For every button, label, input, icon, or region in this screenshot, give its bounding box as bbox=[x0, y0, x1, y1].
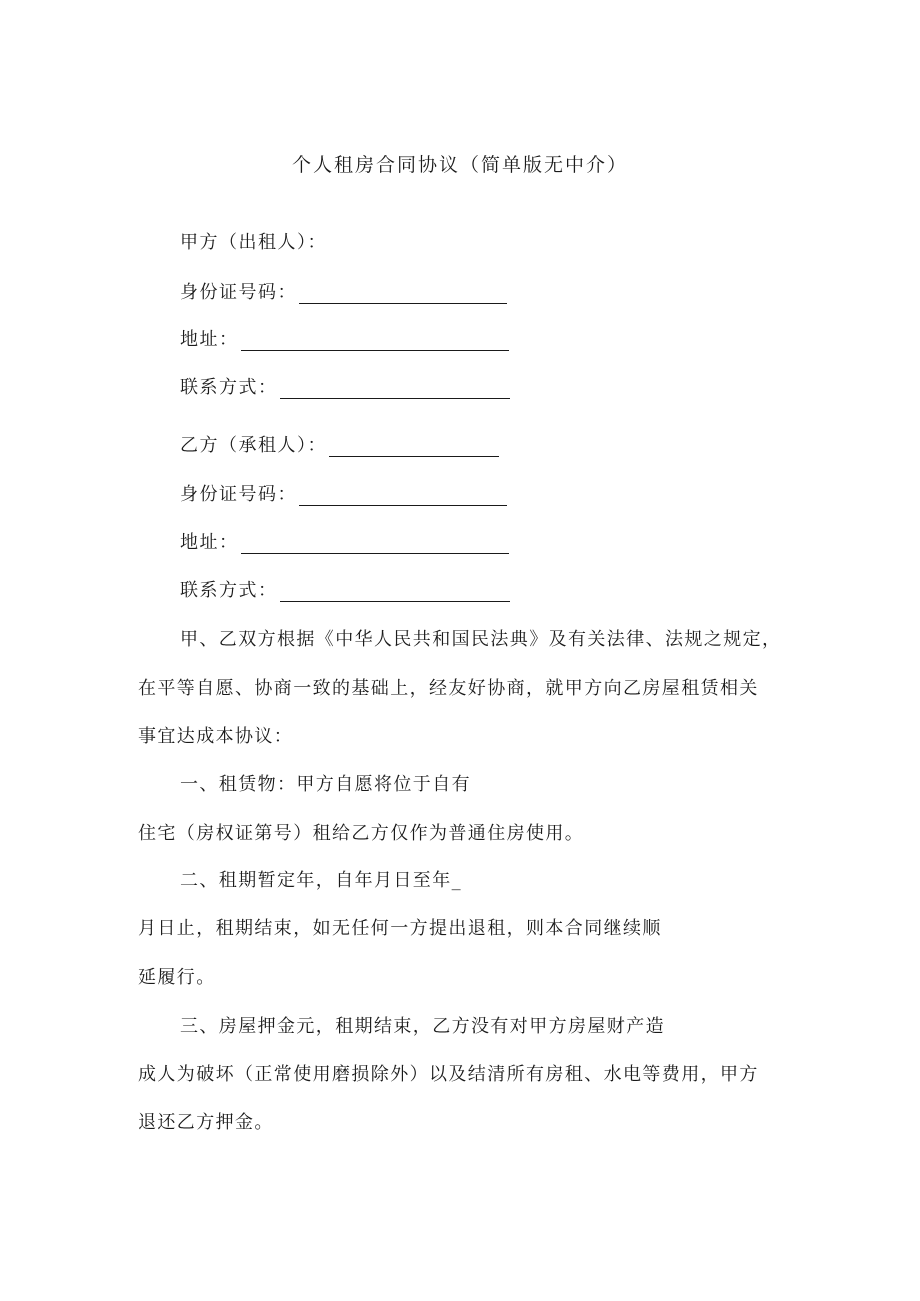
party-b-address-blank bbox=[241, 535, 509, 554]
party-b-id-label: 身份证号码： bbox=[180, 484, 297, 505]
party-a-id-label: 身份证号码： bbox=[180, 282, 297, 303]
party-a-address-field bbox=[180, 325, 509, 351]
party-a-contact-label: 联系方式： bbox=[180, 377, 278, 398]
clause-1-line-1: 一、租赁物：甲方自愿将位于自有 bbox=[180, 774, 471, 795]
intro-line-3: 事宜达成本协议： bbox=[138, 726, 294, 747]
party-b-contact-field bbox=[180, 576, 510, 602]
party-b-name-blank bbox=[329, 438, 499, 457]
party-b-contact-label: 联系方式： bbox=[180, 580, 278, 601]
party-b-heading-field bbox=[180, 431, 499, 457]
party-a-contact-blank bbox=[280, 380, 510, 399]
clause-3-line-3: 退还乙方押金。 bbox=[138, 1112, 274, 1133]
party-a-address-blank bbox=[241, 332, 509, 351]
party-b-id-blank bbox=[299, 487, 507, 506]
party-a-id-blank bbox=[299, 285, 507, 304]
party-a-contact-field bbox=[180, 373, 510, 399]
party-a-id-field bbox=[180, 278, 507, 304]
party-b-address-label: 地址： bbox=[180, 532, 239, 553]
clause-2-line-3: 延履行。 bbox=[138, 967, 216, 988]
party-b-address-field bbox=[180, 528, 509, 554]
clause-2-line-2: 月日止，租期结束，如无任何一方提出退租，则本合同继续顺 bbox=[138, 918, 662, 939]
party-a-heading bbox=[180, 228, 327, 254]
clause-3-line-1: 三、房屋押金元，租期结束，乙方没有对甲方房屋财产造 bbox=[180, 1016, 665, 1037]
party-a-heading-label: 甲方（出租人）： bbox=[180, 232, 327, 253]
intro-line-1: 甲、乙双方根据《中华人民共和国民法典》及有关法律、法规之规定， bbox=[180, 629, 782, 650]
clause-1-line-2: 住宅（房权证第号）租给乙方仅作为普通住房使用。 bbox=[138, 823, 585, 844]
party-b-contact-blank bbox=[280, 583, 510, 602]
clause-3-line-2: 成人为破坏（正常使用磨损除外）以及结清所有房租、水电等费用，甲方 bbox=[138, 1064, 759, 1085]
intro-line-2: 在平等自愿、协商一致的基础上，经友好协商，就甲方向乙房屋租赁相关 bbox=[138, 678, 759, 699]
document-title: 个人租房合同协议（简单版无中介） bbox=[291, 154, 628, 176]
party-a-address-label: 地址： bbox=[180, 329, 239, 350]
clause-2-line-1: 二、租期暂定年，自年月日至年_ bbox=[180, 870, 462, 891]
party-b-id-field bbox=[180, 480, 507, 506]
party-b-heading-label: 乙方（承租人）： bbox=[180, 435, 327, 456]
